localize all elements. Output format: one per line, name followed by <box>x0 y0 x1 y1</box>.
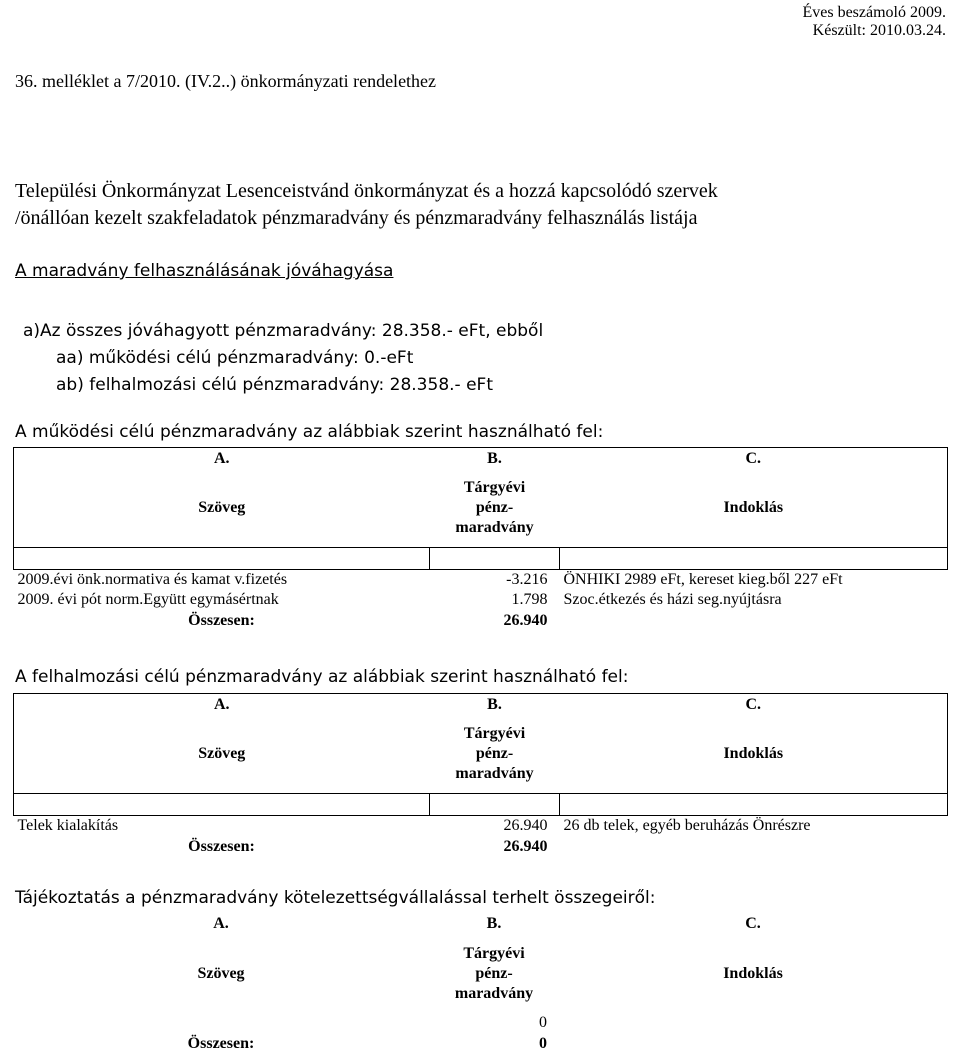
blank-cell <box>560 794 948 816</box>
report-title: Éves beszámoló 2009. <box>802 4 946 21</box>
total-amount: 26.940 <box>503 838 548 855</box>
row-amount: 26.940 <box>503 817 548 834</box>
column-indoklas-header: Indoklás <box>723 965 783 982</box>
row-text: Telek kialakítás <box>17 817 119 834</box>
report-header <box>802 4 946 40</box>
column-b-label: B. <box>430 448 560 470</box>
column-c-label: C. <box>560 694 948 716</box>
blank-cell <box>560 548 948 570</box>
row-text <box>13 1013 429 1033</box>
column-targyevi-header <box>430 470 560 548</box>
row-reason: ÖNHIKI 2989 eFt, kereset kieg.ből 227 eFt <box>563 571 843 588</box>
row-text: 2009.évi önk.normativa és kamat v.fizetés <box>17 571 288 588</box>
column-b-label: B. <box>486 915 502 932</box>
operating-table <box>13 447 948 632</box>
annex-reference: 36. melléklet a 7/2010. (IV.2..) önkormányzati rendelethez <box>15 71 437 91</box>
total-row <box>14 836 948 858</box>
commitment-heading: Tájékoztatás a pénzmaradvány kötelezettségvállalással terhelt összegeiről: <box>15 888 656 908</box>
commitment-table <box>13 913 947 1055</box>
targyevi-line-1: Tárgyévi <box>463 725 526 743</box>
targyevi-line-3: maradvány <box>455 765 534 783</box>
table-row <box>13 1013 947 1033</box>
targyevi-line-1: Tárgyévi <box>463 479 526 497</box>
targyevi-line-2: pénz- <box>475 965 513 982</box>
column-targyevi-header <box>430 716 560 794</box>
table-row <box>14 816 948 837</box>
column-c-label: C. <box>560 448 948 470</box>
total-label: Összesen: <box>187 1035 255 1052</box>
title-line-2: /önállóan kezelt szakfeladatok pénzmaradvány és pénzmaradvány felhasználás listája <box>15 207 698 229</box>
operating-heading: A működési célú pénzmaradvány az alábbiak szerint használható fel: <box>15 422 604 442</box>
blank-cell <box>559 1033 947 1055</box>
column-a-label: A. <box>213 915 229 932</box>
blank-cell <box>14 794 430 816</box>
total-row <box>13 1033 947 1055</box>
column-b-label: B. <box>430 694 560 716</box>
column-szoveg-header: Szöveg <box>14 470 430 548</box>
column-c-label: C. <box>745 915 761 932</box>
accumulation-table <box>13 693 948 858</box>
approved-accumulation: ab) felhalmozási célú pénzmaradvány: 28.358.- eFt <box>56 375 493 395</box>
column-a-label: A. <box>14 448 430 470</box>
total-amount: 26.940 <box>503 612 548 629</box>
blank-cell <box>430 548 560 570</box>
row-reason <box>559 1013 947 1033</box>
row-reason: Szoc.étkezés és házi seg.nyújtásra <box>563 591 782 608</box>
column-a-label: A. <box>14 694 430 716</box>
approval-subtitle: A maradvány felhasználásának jóváhagyása <box>15 261 394 281</box>
column-targyevi-header <box>429 935 559 1013</box>
row-amount: -3.216 <box>506 571 548 588</box>
document-title <box>15 178 718 232</box>
targyevi-line-3: maradvány <box>455 519 534 537</box>
column-indoklas-header: Indoklás <box>560 470 948 548</box>
row-reason: 26 db telek, egyéb beruházás Önrészre <box>563 817 811 834</box>
approved-operating: aa) működési célú pénzmaradvány: 0.-eFt <box>56 348 414 368</box>
blank-cell <box>430 794 560 816</box>
table-row <box>14 590 948 610</box>
row-text: 2009. évi pót norm.Együtt egymásértnak <box>17 591 279 608</box>
total-amount: 0 <box>539 1035 547 1052</box>
table-row <box>14 570 948 591</box>
blank-cell <box>560 610 948 632</box>
blank-cell <box>14 548 430 570</box>
row-amount: 0 <box>539 1014 547 1031</box>
total-label: Összesen: <box>188 612 255 629</box>
targyevi-line-2: pénz- <box>475 745 514 763</box>
column-indoklas-header: Indoklás <box>560 716 948 794</box>
targyevi-line-3: maradvány <box>454 985 534 1002</box>
title-line-1: Települési Önkormányzat Lesenceistvánd önkormányzat és a hozzá kapcsolódó szervek <box>15 180 718 202</box>
column-szoveg-header: Szöveg <box>14 716 430 794</box>
targyevi-line-2: pénz- <box>475 499 514 517</box>
total-row <box>14 610 948 632</box>
targyevi-line-1: Tárgyévi <box>463 945 525 962</box>
approved-total: a)Az összes jóváhagyott pénzmaradvány: 28.358.- eFt, ebből <box>23 321 544 341</box>
prepared-date: Készült: 2010.03.24. <box>812 22 946 39</box>
blank-cell <box>560 836 948 858</box>
column-szoveg-header: Szöveg <box>197 965 245 982</box>
row-amount: 1.798 <box>511 591 548 608</box>
accumulation-heading: A felhalmozási célú pénzmaradvány az alábbiak szerint használható fel: <box>15 667 629 687</box>
total-label: Összesen: <box>188 838 255 855</box>
approved-summary <box>23 318 543 399</box>
